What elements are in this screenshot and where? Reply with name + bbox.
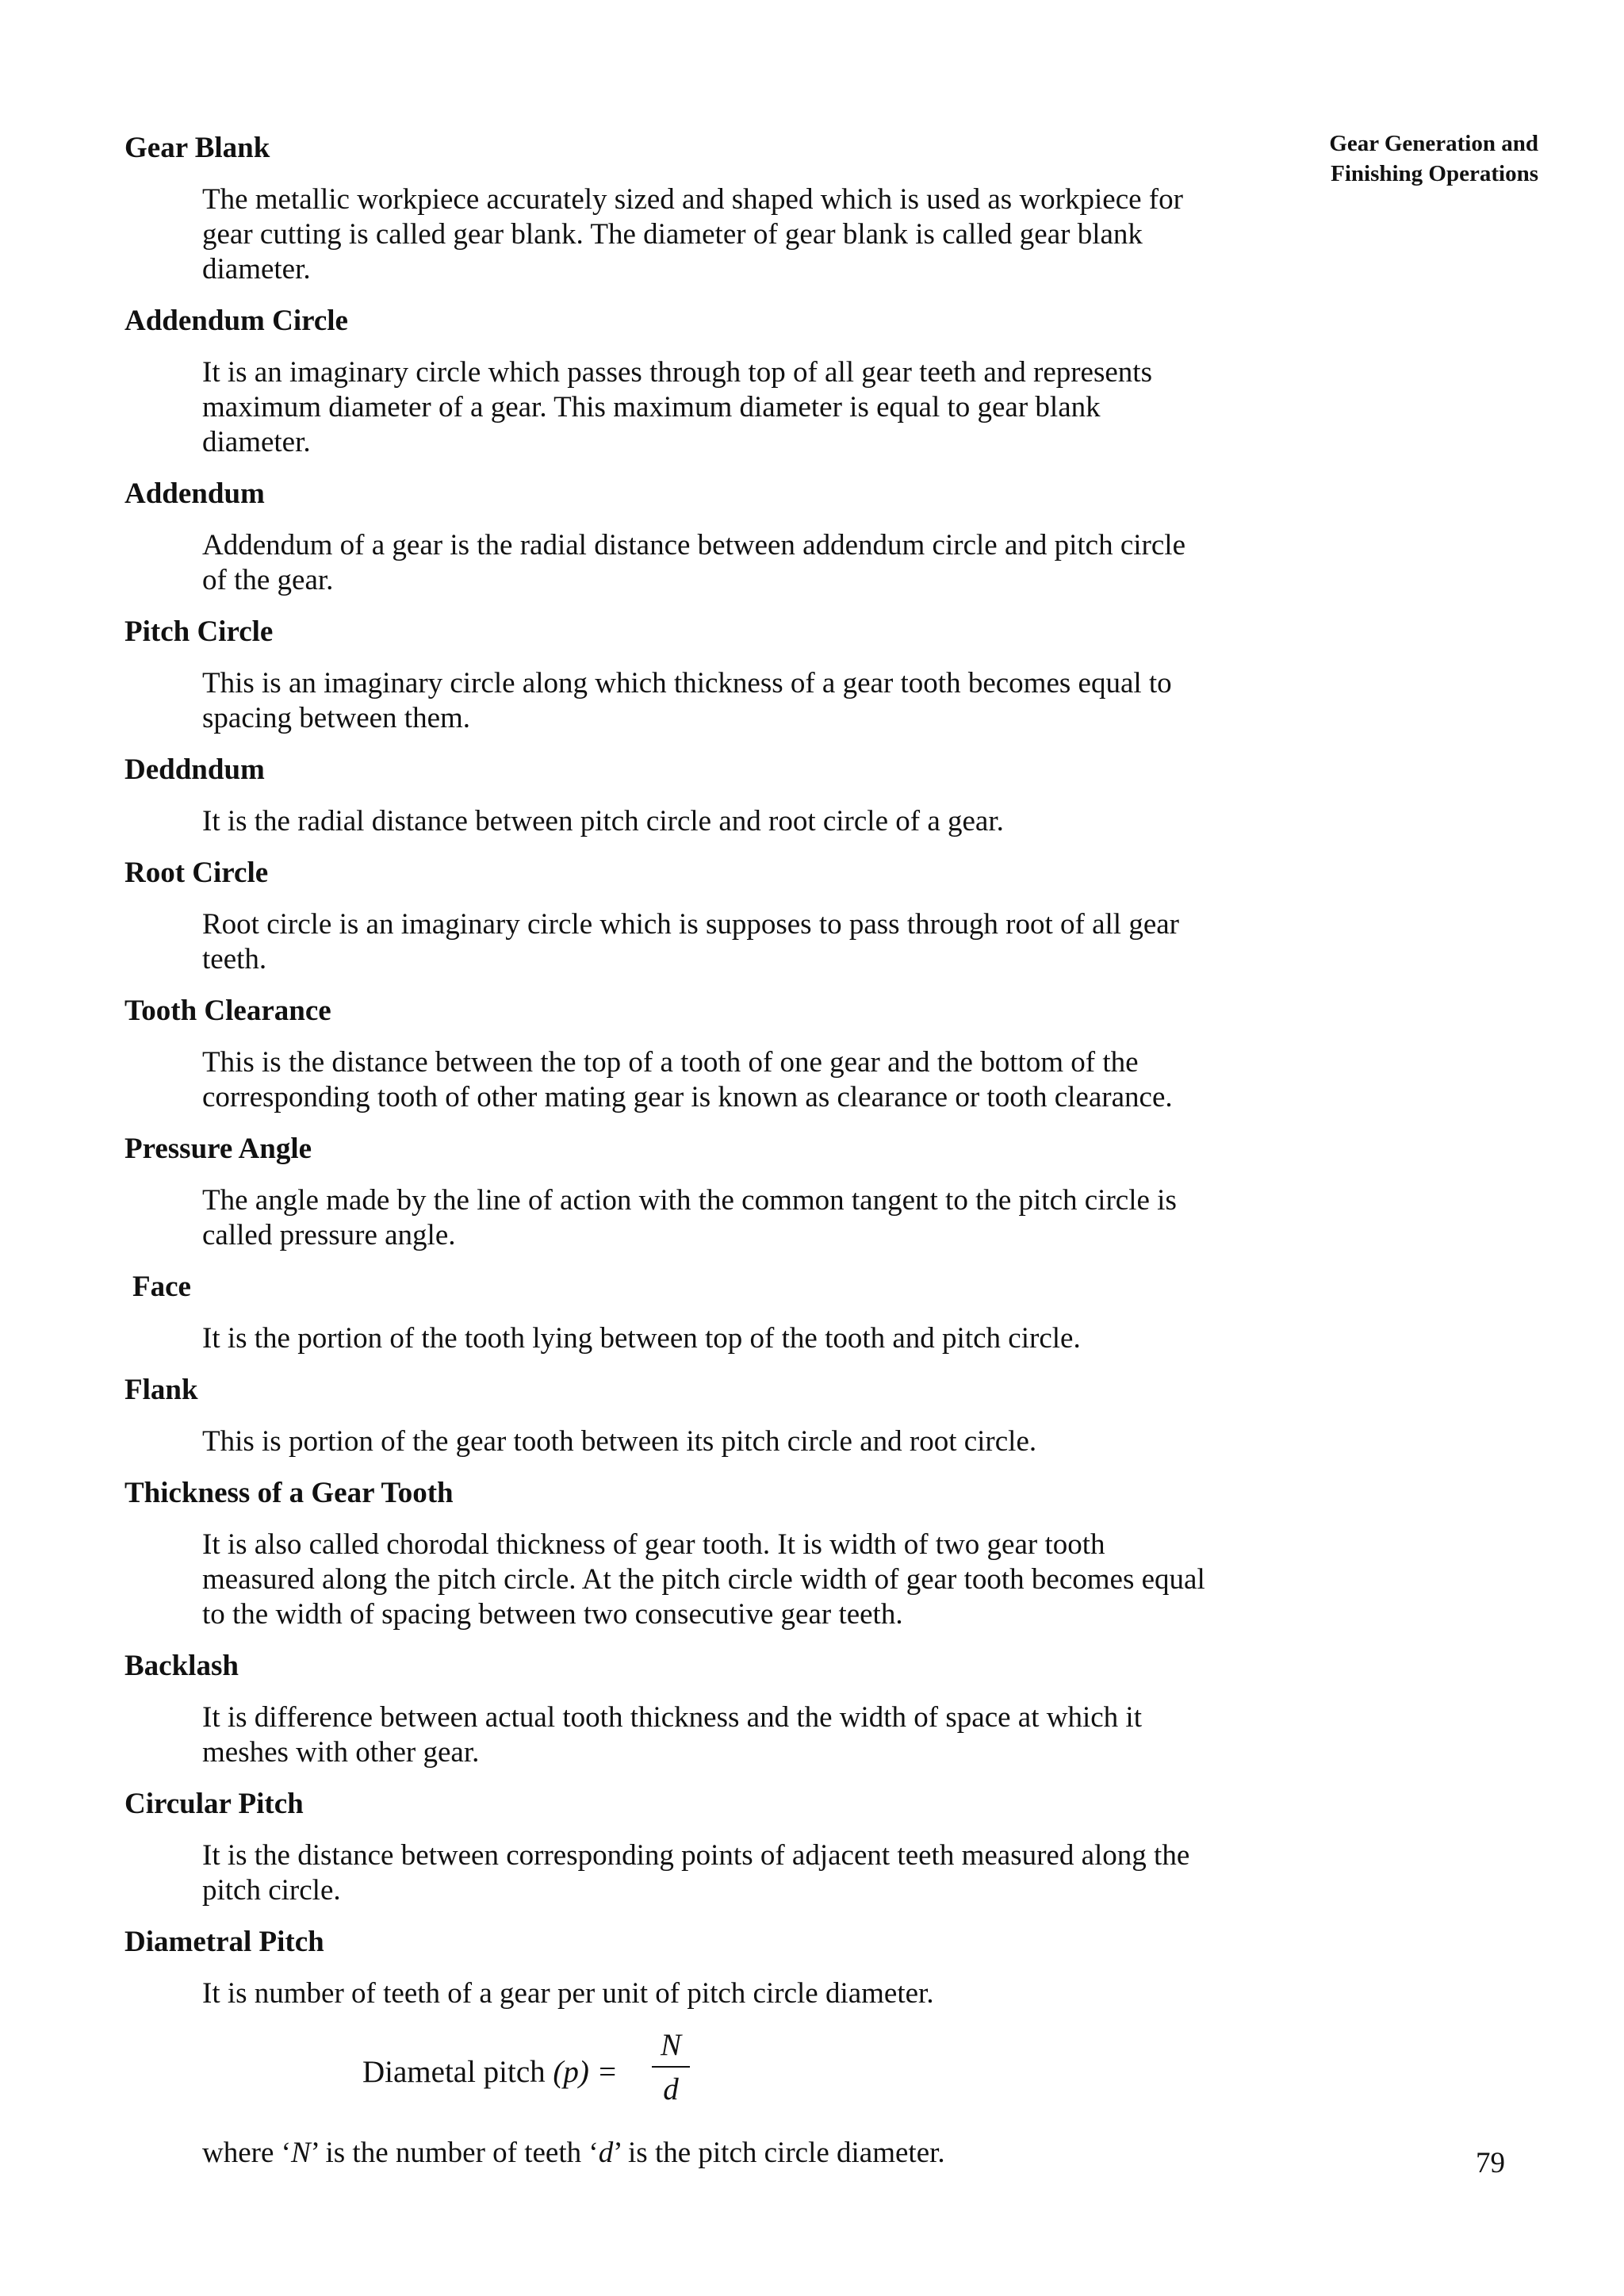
term-definition: It is an imaginary circle which passes through top of all gear teeth and represents maximum diameter of a gear. This maximum diameter is equal to gear blank diameter.	[202, 356, 1152, 458]
term-definition: This is an imaginary circle along which thickness of a gear tooth becomes equal to spacing between them.	[202, 667, 1172, 734]
section-thickness-of-gear-tooth	[124, 1476, 1211, 1632]
term-definition: The angle made by the line of action with the common tangent to the pitch circle is called pressure angle.	[202, 1184, 1177, 1251]
section-pressure-angle	[124, 1132, 1211, 1253]
where-text-3: ’ is the pitch circle diameter.	[613, 2137, 945, 2169]
section-addendum-circle	[124, 304, 1211, 460]
formula-lhs-text: Diametal pitch	[362, 2055, 546, 2089]
term-heading: Face	[132, 1271, 191, 1303]
term-definition: It is the distance between corresponding points of adjacent teeth measured along the pitch circle.	[202, 1839, 1190, 1907]
term-definition: Root circle is an imaginary circle which is supposes to pass through root of all gear teeth.	[202, 908, 1180, 976]
formula-denominator: d	[663, 2072, 679, 2106]
section-root-circle	[124, 856, 1211, 977]
term-definition: This is the distance between the top of a tooth of one gear and the bottom of the corresponding tooth of other mating gear is known as clearance or tooth clearance.	[202, 1046, 1173, 1114]
term-definition: Addendum of a gear is the radial distance between addendum circle and pitch circle of the gear.	[202, 529, 1186, 596]
section-addendum	[124, 477, 1211, 598]
term-heading: Gear Blank	[124, 132, 270, 164]
running-header	[1205, 128, 1538, 189]
term-definition: The metallic workpiece accurately sized and shaped which is used as workpiece for gear cutting is called gear blank. The diameter of gear blank is called gear blank diameter.	[202, 183, 1183, 286]
section-deddndum	[124, 753, 1211, 839]
page-content	[124, 131, 1211, 2171]
diametral-pitch-formula	[362, 2028, 1211, 2114]
term-heading: Root Circle	[124, 857, 269, 889]
term-heading: Flank	[124, 1374, 198, 1406]
section-diametral-pitch	[124, 1925, 1211, 2011]
term-heading: Circular Pitch	[124, 1788, 304, 1820]
term-definition: It is also called chorodal thickness of gear tooth. It is width of two gear tooth measured along the pitch circle. At the pitch circle width of gear tooth becomes equal to the width of spacing between two consecutive gear teeth.	[202, 1528, 1205, 1631]
where-text-1: where ‘	[202, 2137, 291, 2169]
term-heading: Addendum	[124, 477, 265, 510]
formula-numerator: N	[660, 2028, 681, 2062]
term-definition: It is number of teeth of a gear per unit of pitch circle diameter.	[202, 1977, 934, 2010]
running-header-line-2: Finishing Operations	[1331, 161, 1538, 186]
formula-lhs-variable: (p) =	[553, 2055, 618, 2089]
term-heading: Pitch Circle	[124, 615, 274, 648]
term-definition: This is portion of the gear tooth between its pitch circle and root circle.	[202, 1425, 1037, 1458]
section-face	[124, 1270, 1211, 1356]
formula-lhs	[362, 2054, 618, 2090]
term-heading: Diametral Pitch	[124, 1926, 324, 1958]
term-heading: Addendum Circle	[124, 305, 348, 337]
term-definition: It is the portion of the tooth lying between top of the tooth and pitch circle.	[202, 1322, 1081, 1355]
fraction-bar	[652, 2066, 690, 2068]
where-var-n: N	[290, 2137, 311, 2169]
term-heading: Deddndum	[124, 753, 265, 786]
term-heading: Thickness of a Gear Tooth	[124, 1477, 454, 1509]
where-text-2: ’ is the number of teeth ‘	[310, 2137, 599, 2169]
section-backlash	[124, 1649, 1211, 1770]
term-definition: It is difference between actual tooth thickness and the width of space at which it meshes with other gear.	[202, 1701, 1142, 1769]
section-pitch-circle	[124, 615, 1211, 736]
formula-fraction	[652, 2028, 690, 2107]
page-number: 79	[1476, 2147, 1505, 2179]
section-tooth-clearance	[124, 994, 1211, 1115]
running-header-line-1: Gear Generation and	[1329, 131, 1538, 156]
term-heading: Tooth Clearance	[124, 995, 331, 1027]
where-var-d: d	[598, 2137, 614, 2169]
section-gear-blank	[124, 131, 1211, 287]
section-flank	[124, 1373, 1211, 1459]
term-heading: Pressure Angle	[124, 1133, 312, 1165]
term-heading: Backlash	[124, 1650, 239, 1682]
term-definition: It is the radial distance between pitch circle and root circle of a gear.	[202, 805, 1004, 838]
formula-explanation	[202, 2136, 1211, 2171]
section-circular-pitch	[124, 1787, 1211, 1908]
